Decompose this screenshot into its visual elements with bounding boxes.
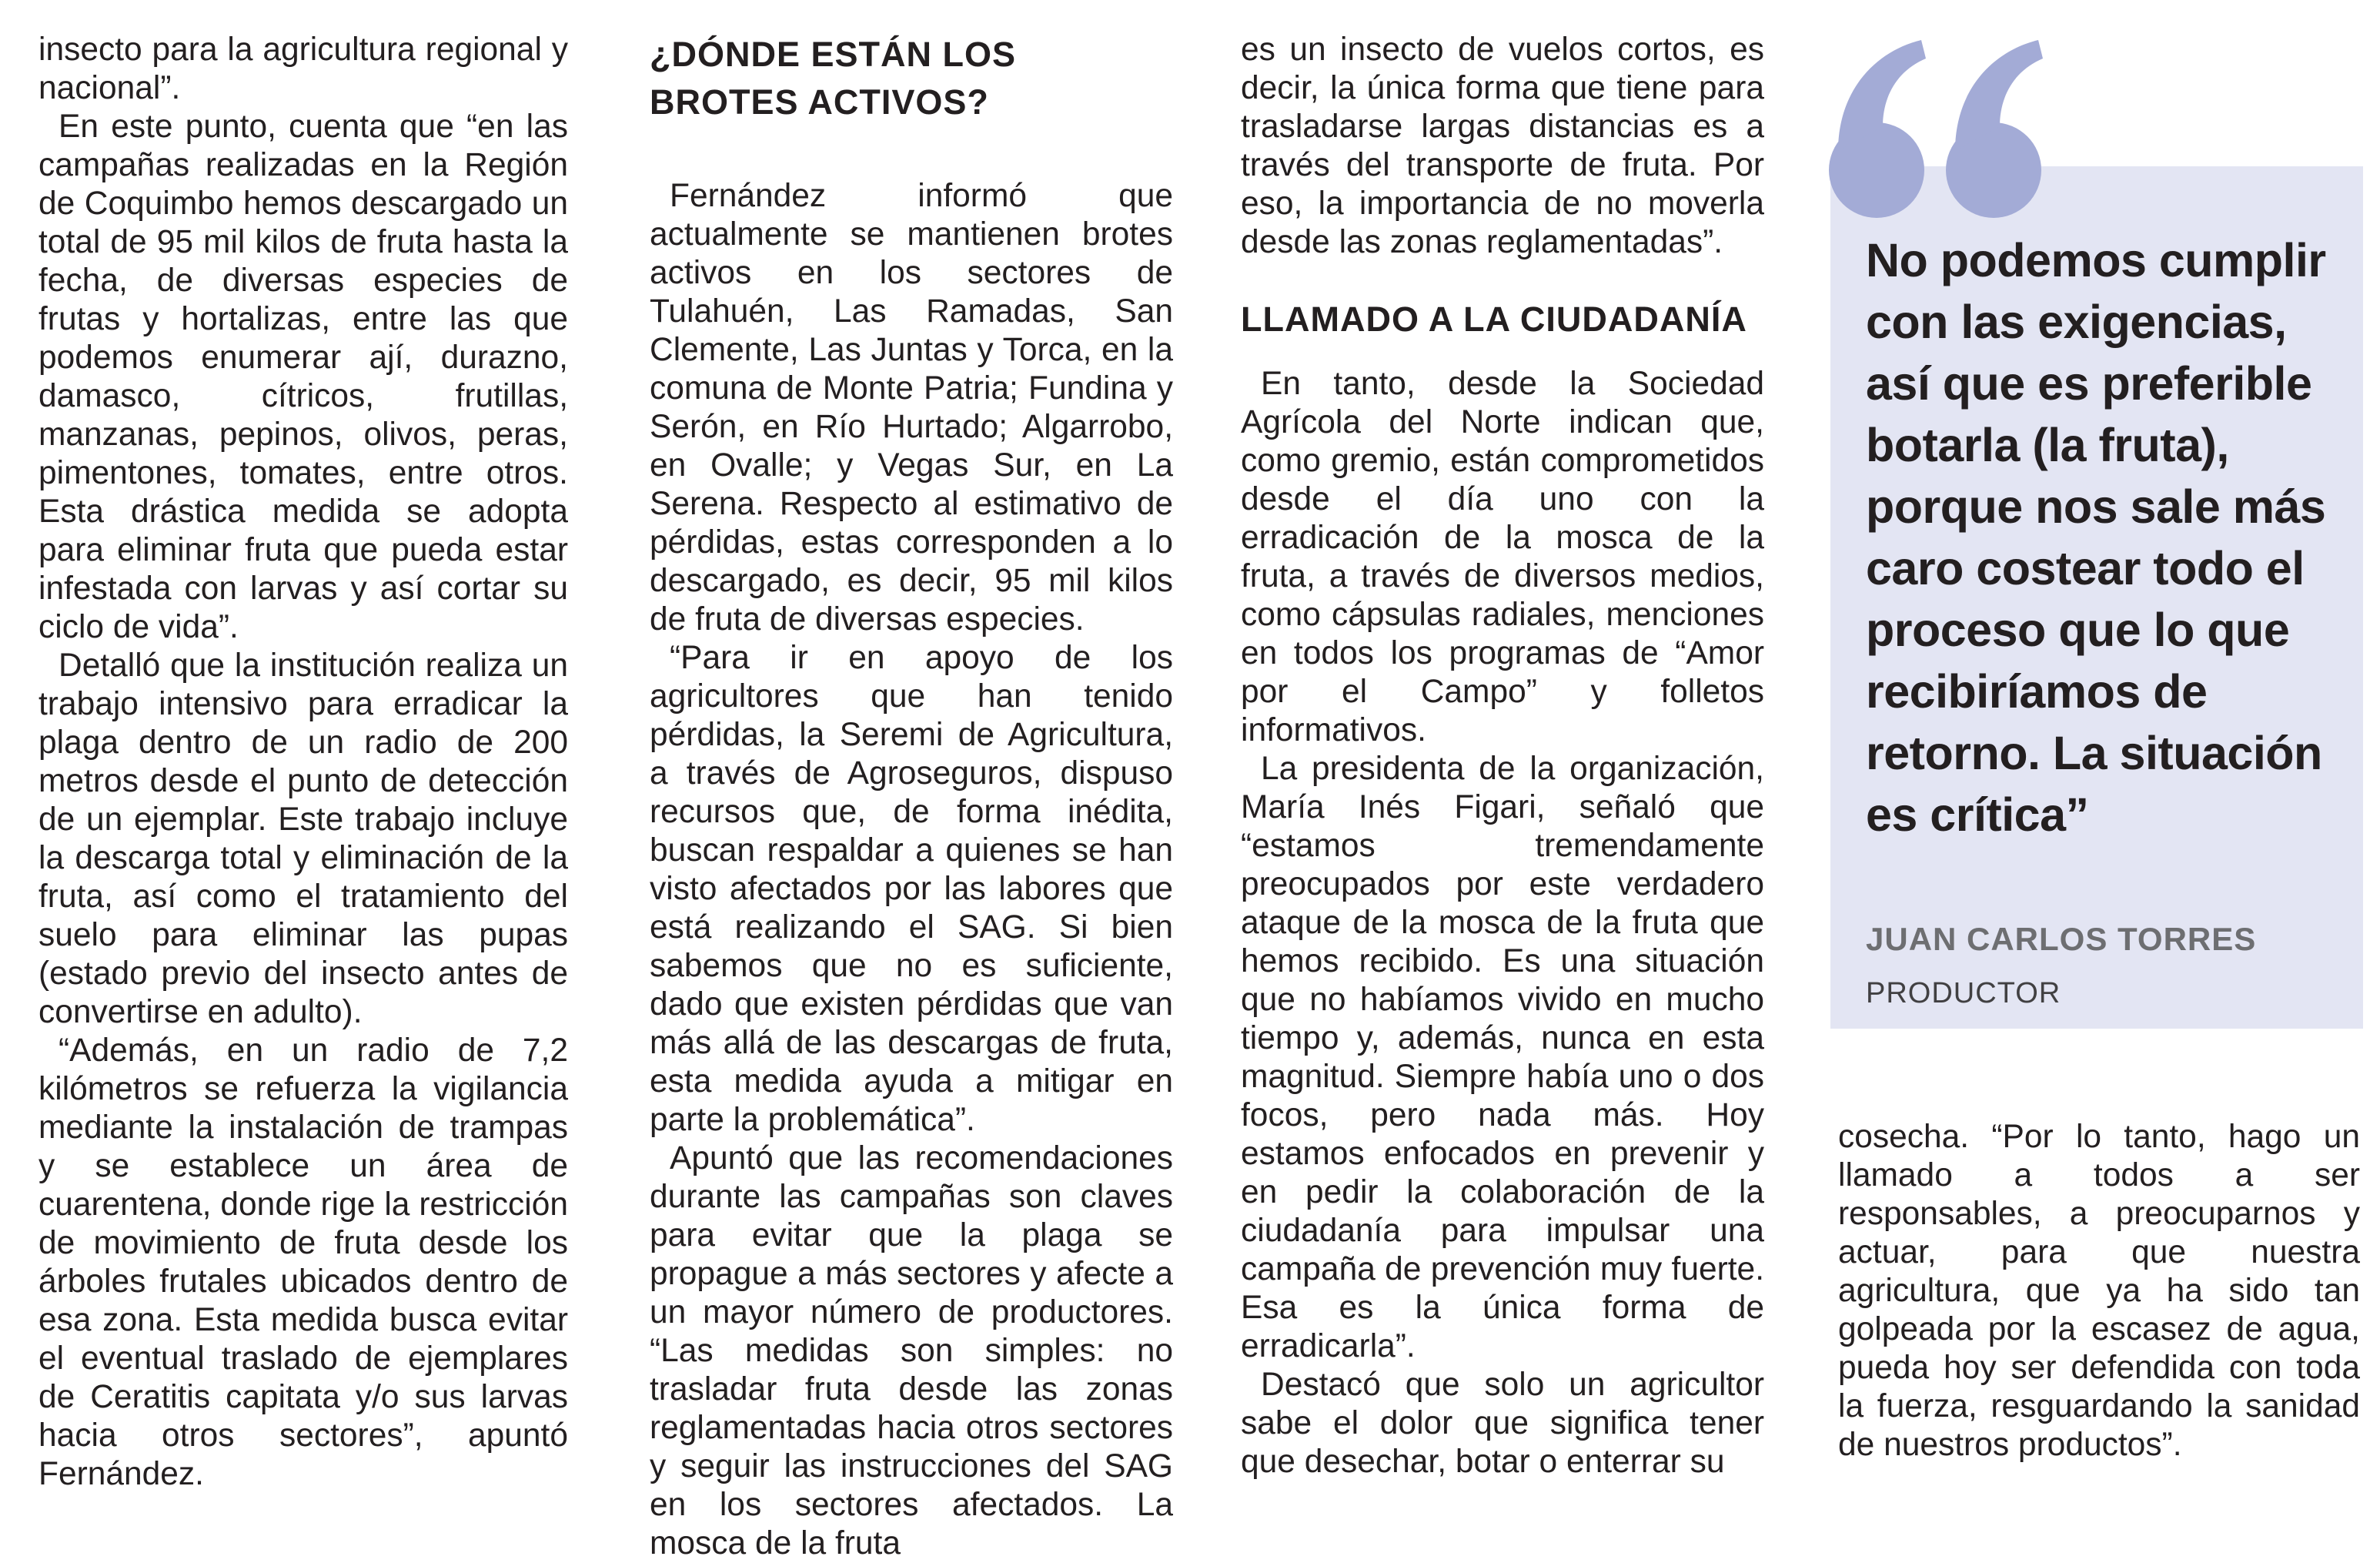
body-paragraph: “Para ir en apoyo de los agricultores que han tenido pérdidas, la Seremi de Agricultura, a través de Agroseguros, dispuso recursos que, de forma inédita, buscan respaldar a quienes se han visto afectados por las labores que está realizando el SAG. Si bien sabemos que no es suficiente, dado que existen pérdidas que van más allá de las descargas de fruta, esta medida ayuda a mitigar en parte la problemática”.: [650, 640, 1173, 1138]
pull-quote-text: No podemos cumplir con las exigencias, así que es preferible botarla (la fruta), porque nos sale más caro costear todo el proceso que lo que recibiríamos de retorno. La situación es crítica”: [1866, 234, 2326, 841]
body-paragraph: Fernández informó que actualmente se mantienen brotes activos en los sectores de Tulahuén, Las Ramadas, San Clemente, Las Juntas y Torca, en la comuna de Monte Patria; Fundina y Serón, en Río Hurtado; Algarrobo, en Ovalle; y Vegas Sur, en La Serena. Respecto al estimativo de pérdidas, estas corresponden a lo descargado, es decir, 95 mil kilos de fruta de diversas especies.: [650, 178, 1173, 638]
quote-author-name: JUAN CARLOS TORRES: [1866, 921, 2257, 957]
quote-author-role: PRODUCTOR: [1866, 977, 2061, 1009]
body-paragraph: Destacó que solo un agricultor sabe el dolor que significa tener que desechar, botar o enterrar su: [1241, 1367, 1764, 1480]
article-column-3: [1241, 31, 1764, 1481]
body-paragraph: insecto para la agricultura regional y nacional”.: [38, 32, 568, 106]
section-heading-ciudadania: LLAMADO A LA CIUDADANÍA: [1241, 300, 1747, 339]
body-paragraph: La presidenta de la organización, María Inés Figari, señaló que “estamos tremendamente preocupados por este verdadero ataque de la mosca de la fruta que hemos recibido. Es una situación que no habíamos vivido en mucho tiempo y, además, nunca en esta magnitud. Siempre había uno o dos focos, pero nada más. Hoy estamos enfocados en prevenir y en pedir la colaboración de la ciudadanía para impulsar una campaña de prevención muy fuerte. Esa es la única forma de erradicarla”.: [1241, 751, 1764, 1364]
body-paragraph: es un insecto de vuelos cortos, es decir, la única forma que tiene para trasladarse largas distancias es a través del transporte de fruta. Por eso, la importancia de no moverla desde las zonas reglamentadas”.: [1241, 32, 1764, 260]
body-paragraph: cosecha. “Por lo tanto, hago un llamado a todos a ser responsables, a preocuparnos y actuar, para que nuestra agricultura, que ya ha sido tan golpeada por la escasez de agua, pueda hoy ser defendida con toda la fuerza, resguardando la sanidad de nuestros productos”.: [1838, 1119, 2360, 1463]
article-column-4: [1838, 1118, 2360, 1464]
body-paragraph: “Además, en un radio de 7,2 kilómetros se refuerza la vigilancia mediante la instalación de trampas y se establece un área de cuarentena, donde rige la restricción de movimiento de fruta desde los árboles frutales ubicados dentro de esa zona. Esta medida busca evitar el eventual traslado de ejemplares de Ceratitis capitata y/o sus larvas hacia otros sectores”, apuntó Fernández.: [38, 1033, 568, 1492]
section-heading-brotes: ¿DÓNDE ESTÁN LOS BROTES ACTIVOS?: [650, 35, 1017, 122]
body-paragraph: Apuntó que las recomendaciones durante las campañas son claves para evitar que la plaga se propague a más sectores y afecte a un mayor número de productores. “Las medidas son simples: no trasladar fruta desde las zonas reglamentadas hacia otros sectores y seguir las instrucciones del SAG en los sectores afectados. La mosca de la fruta: [650, 1140, 1173, 1561]
body-paragraph: En este punto, cuenta que “en las campañas realizadas en la Región de Coquimbo hemos descargado un total de 95 mil kilos de fruta hasta la fecha, de diversas especies de frutas y hortalizas, entre las que podemos enumerar ají, durazno, damasco, cítricos, frutillas, manzanas, pepinos, olivos, peras, pimentones, tomates, entre otros. Esta drástica medida se adopta para eliminar fruta que pueda estar infestada con larvas y así cortar su ciclo de vida”.: [38, 109, 568, 645]
body-paragraph: En tanto, desde la Sociedad Agrícola del Norte indican que, como gremio, están comprometidos desde el día uno con la erradicación de la mosca de la fruta, a través de diversos medios, como cápsulas radiales, menciones en todos los programas de “Amor por el Campo” y folletos informativos.: [1241, 366, 1764, 748]
article-column-2: [650, 31, 1173, 1563]
quotation-marks-icon: [1823, 35, 2069, 228]
body-paragraph: Detalló que la institución realiza un trabajo intensivo para erradicar la plaga dentro de un radio de 200 metros desde el punto de detección de un ejemplar. Este trabajo incluye la descarga total y eliminación de la fruta, así como el tratamiento del suelo para eliminar las pupas (estado previo del insecto antes de convertirse en adulto).: [38, 648, 568, 1030]
article-column-1: [38, 31, 568, 1494]
